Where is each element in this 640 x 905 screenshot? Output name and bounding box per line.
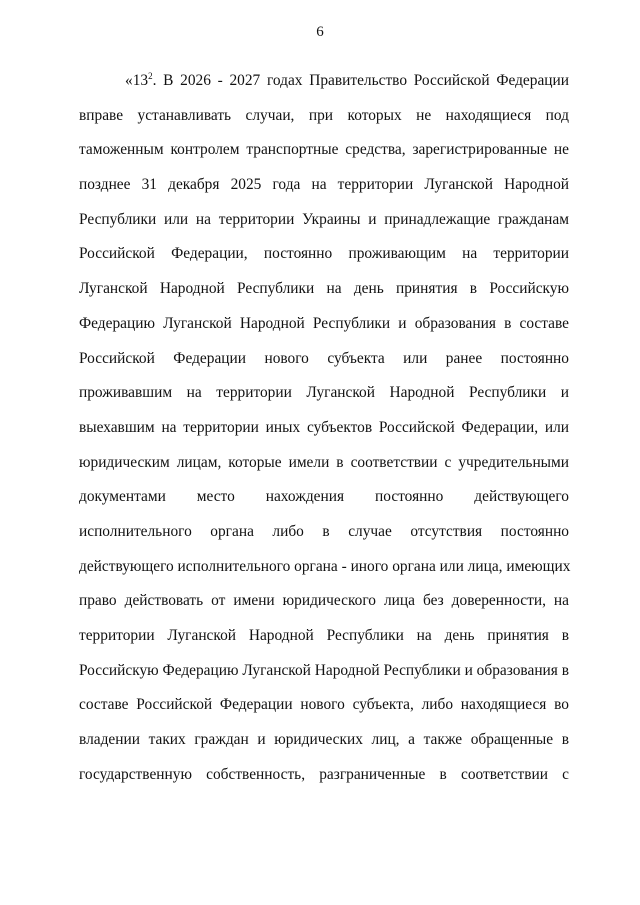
text-line: проживавшим на территории Луганской Народной Республики и [79, 384, 569, 402]
text-line: территории Луганской Народной Республики на день принятия в [79, 627, 569, 644]
text-line: Российской Федерации, постоянно проживающим на территории [79, 245, 569, 263]
text-line: выехавшим на территории иных субъектов Российской Федерации, или [79, 418, 569, 436]
text-line: Российскую Федерацию Луганской Народной Республики и образования в [79, 661, 569, 679]
text-line: государственную собственность, разграниченные в соответствии с [79, 765, 569, 783]
text-line: Луганской Народной Республики на день принятия в Российскую [79, 280, 569, 298]
document-body [79, 70, 569, 798]
text-line: Российской Федерации нового субъекта или ранее постоянно [79, 349, 569, 367]
text-line: владении таких граждан и юридических лиц, а также обращенные в [79, 731, 569, 749]
text-line: право действовать от имени юридического лица без доверенности, на [79, 592, 569, 610]
text-line-content: . В 2026 - 2027 годах Правительство Российской Федерации [152, 72, 569, 89]
text-line: составе Российской Федерации нового субъекта, либо находящиеся во [79, 696, 569, 714]
text-line: Федерацию Луганской Народной Республики и образования в составе [79, 314, 569, 332]
paragraph-number: «13 [125, 72, 149, 89]
text-line: позднее 31 декабря 2025 года на территории Луганской Народной [79, 176, 569, 194]
text-line: исполнительного органа либо в случае отсутствия постоянно [79, 522, 569, 540]
text-line: Республики или на территории Украины и принадлежащие гражданам [79, 210, 569, 228]
paragraph-superscript: 2 [148, 71, 153, 81]
text-line: таможенным контролем транспортные средства, зарегистрированные не [79, 141, 569, 159]
text-line [79, 70, 569, 105]
page-number: 6 [316, 24, 324, 40]
text-line: действующего исполнительного органа - иного органа или лица, имеющих [79, 557, 571, 575]
text-line: юридическим лицам, которые имели в соответствии с учредительными [79, 453, 569, 471]
text-line: документами место нахождения постоянно действующего [79, 488, 569, 506]
text-line: вправе устанавливать случаи, при которых не находящиеся под [79, 106, 569, 124]
